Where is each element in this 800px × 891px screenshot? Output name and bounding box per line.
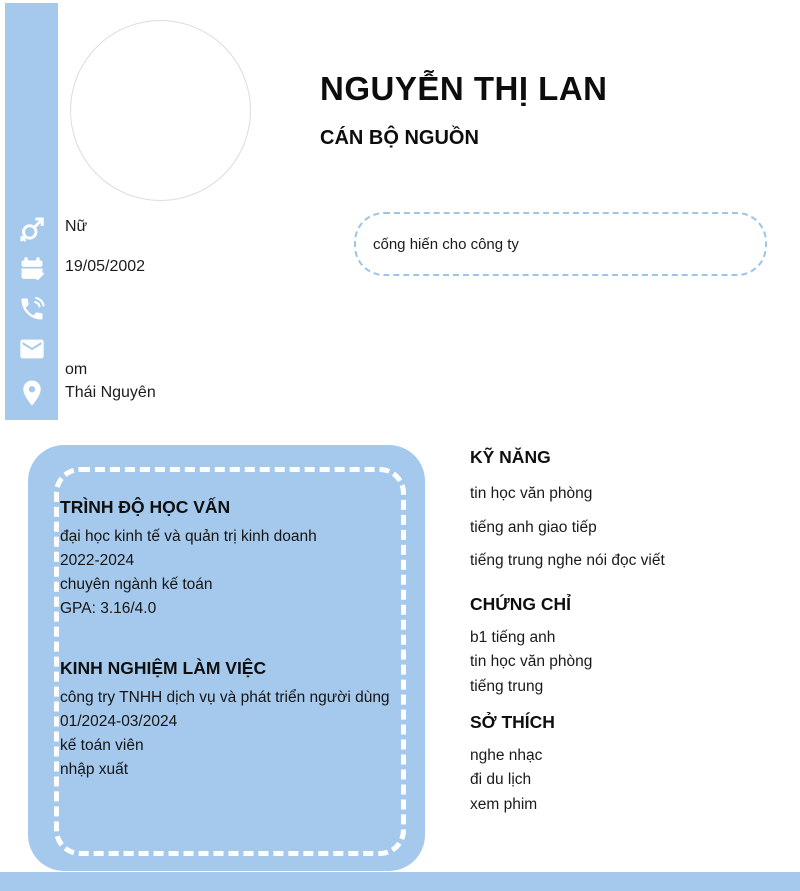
- hobby-item: nghe nhạc: [470, 747, 543, 764]
- certificates-heading: CHỨNG CHỈ: [470, 594, 572, 614]
- skills-heading: KỸ NĂNG: [470, 447, 551, 467]
- hobby-item: đi du lịch: [470, 771, 532, 789]
- candidate-name: NGUYỄN THỊ LAN: [320, 70, 608, 107]
- experience-line: nhập xuất: [60, 761, 129, 778]
- address-value: Thái Nguyên: [65, 384, 156, 401]
- certificate-item: tiếng trung: [470, 677, 544, 695]
- phone-icon: [18, 295, 46, 323]
- education-heading: TRÌNH ĐỘ HỌC VẤN: [60, 497, 231, 517]
- experience-line: 01/2024-03/2024: [60, 713, 178, 730]
- objective-box[interactable]: [354, 212, 767, 276]
- objective-text: cống hiến cho công ty: [373, 235, 519, 253]
- education-line: 2022-2024: [60, 552, 135, 569]
- certificate-item: tin học văn phòng: [470, 653, 593, 671]
- calendar-icon: [18, 255, 46, 283]
- education-body: [60, 525, 400, 621]
- location-icon: [17, 378, 47, 408]
- hobby-item: xem phim: [470, 795, 538, 813]
- education-line: đại học kinh tế và quản trị kinh doanh: [60, 528, 317, 545]
- photo-placeholder[interactable]: [70, 20, 251, 201]
- experience-heading: KINH NGHIỆM LÀM VIỆC: [60, 658, 267, 678]
- mail-icon: [18, 335, 46, 363]
- candidate-job-title: CÁN BỘ NGUỒN: [320, 127, 479, 149]
- gender-icon: [17, 214, 47, 244]
- skills-list: [470, 477, 665, 578]
- education-line: GPA: 3.16/4.0: [60, 600, 157, 617]
- skill-item: tiếng trung nghe nói đọc viết: [470, 552, 665, 569]
- contact-icon-rail: [5, 3, 58, 420]
- footer-accent-bar: [0, 872, 800, 891]
- skill-item: tin học văn phòng: [470, 485, 593, 502]
- certificate-item: b1 tiếng anh: [470, 629, 556, 646]
- experience-line: kế toán viên: [60, 737, 144, 754]
- birthdate-value: 19/05/2002: [65, 258, 146, 275]
- skill-item: tiếng anh giao tiếp: [470, 518, 597, 536]
- certificates-list: [470, 626, 592, 699]
- gender-value: Nữ: [65, 218, 88, 235]
- education-experience-panel[interactable]: [28, 445, 425, 871]
- education-line: chuyên ngành kế toán: [60, 576, 213, 593]
- hobbies-list: [470, 744, 542, 817]
- hobbies-heading: SỞ THÍCH: [470, 712, 555, 732]
- experience-body: [60, 686, 400, 782]
- experience-company: công try TNHH dịch vụ và phát triển người dùng: [60, 689, 390, 706]
- email-value: om: [65, 361, 88, 378]
